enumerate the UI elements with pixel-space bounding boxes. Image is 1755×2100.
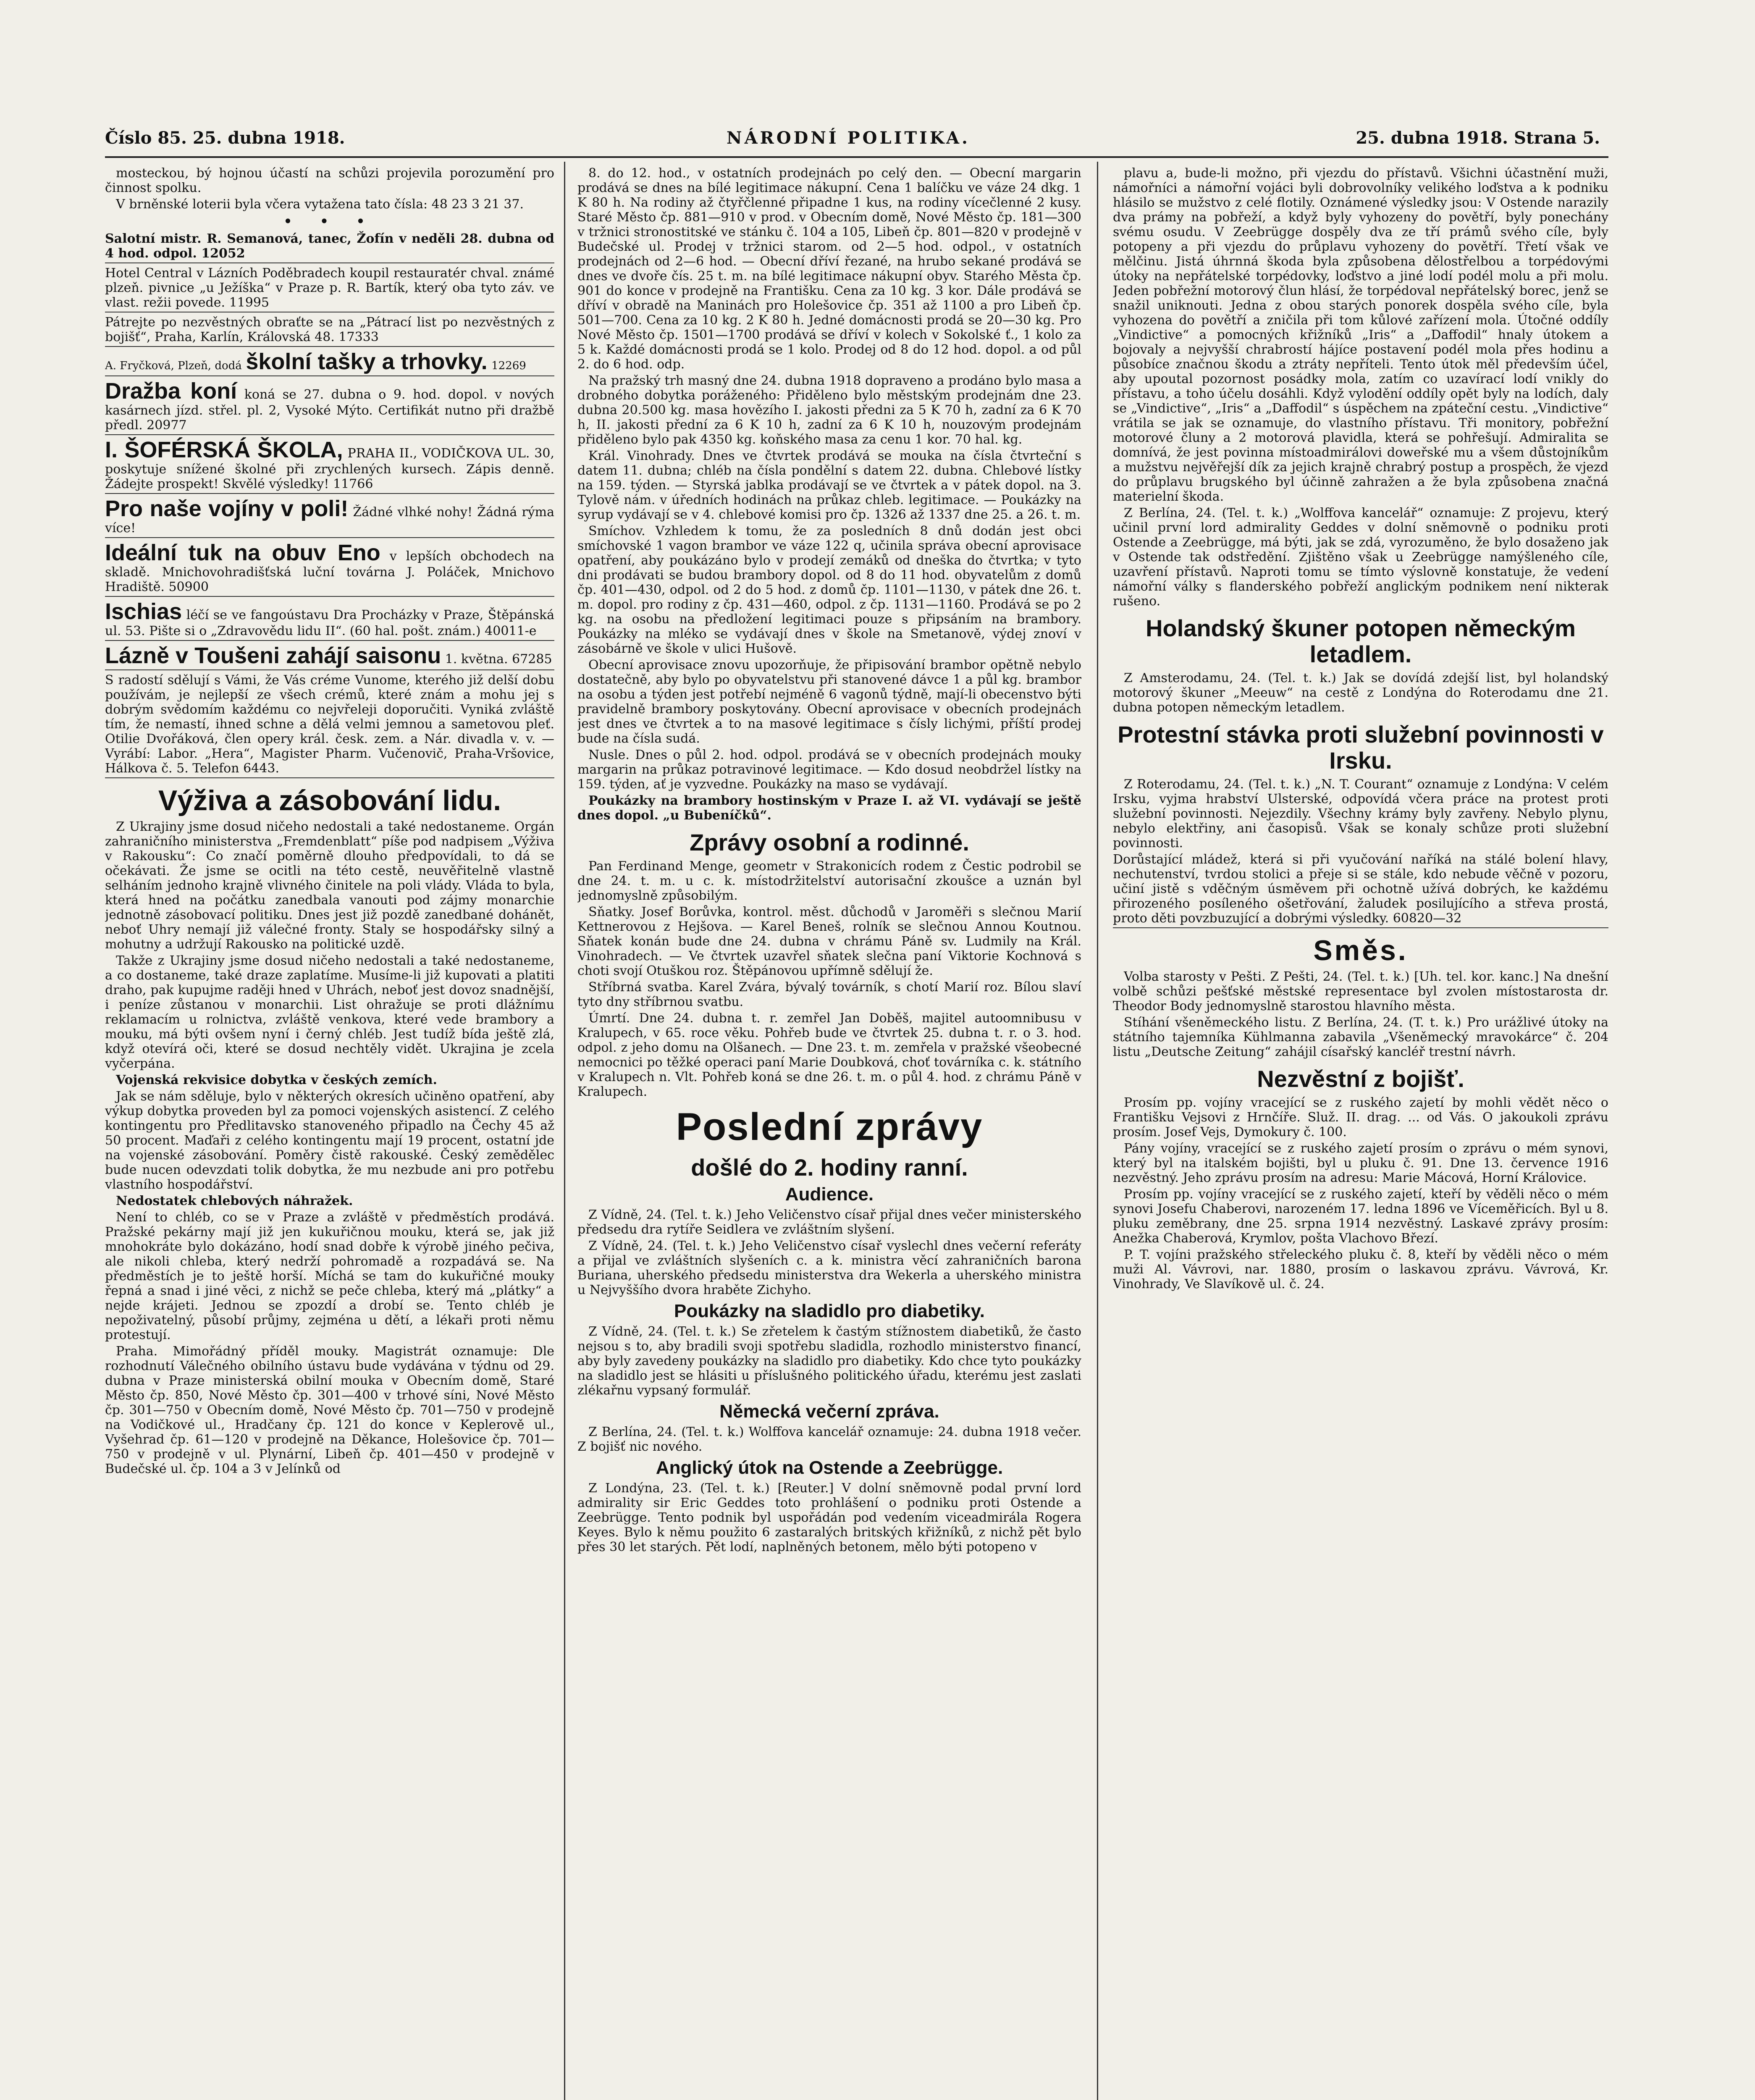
ad-number: 12269 bbox=[491, 360, 526, 372]
article-paragraph: Na pražský trh masný dne 24. dubna 1918 dopraveno a prodáno bylo masa a drobného dobytka poráženého: Přiděleno bylo městským prodejnám dne 23. dubna 20.500 kg. masa hovězího I. jakosti předni za 5 K 70 h, zadní za 6 K 70 h, II. jakosti přední za 6 K 10 h, zadní za 6 K 10 h, nouzovým prodejnám přiděleno bylo pak 4350 kg. koňského masa za cenu 1 kor. 70 hal. kg. bbox=[577, 373, 1081, 447]
article-paragraph: Král. Vinohrady. Dnes ve čtvrtek prodává se mouka na čísla čtvrteční s datem 11. dubna; chléb na čísla pondělní s datem 22. dubna. Chlebové lístky na 159. týden. — Styrská jablka prodávají se ve čtvrtek a v pátek dopol. na 3. Tylově nám. v úředních hodinách na průkaz chleb. legitimace. — Poukázky na syrup vydávají se v 4. chlebové komisi pro čp. 1326 až 1337 dne 25. a 26. t. m. bbox=[577, 449, 1081, 522]
header-rule bbox=[105, 156, 1608, 158]
advertisement bbox=[105, 541, 554, 597]
advertisement: Pátrejte po nezvěstných obraťte se na „Pátrací list po nezvěstných z bojišť“, Praha, Karlín, Královská 48. 17333 bbox=[105, 315, 554, 347]
article-heading: Poukázky na sladidlo pro diabetiky. bbox=[674, 1301, 985, 1321]
article-paragraph: Volba starosty v Pešti. Z Pešti, 24. (Tel. t. k.) [Uh. tel. kor. kanc.] Na dnešní volbě schůzi pešťské městské representace byl zvolen místostarosta dr. Theodor Body jednomyslně starostou hlavního města. bbox=[1113, 969, 1608, 1013]
ad-headline: Lázně v Toušeni zahájí saisonu bbox=[105, 643, 441, 668]
ad-text: 1. května. 67285 bbox=[445, 652, 552, 667]
article-paragraph: Z Vídně, 24. (Tel. t. k.) Jeho Veličenstvo císař přijal dnes večer ministerského předsedu dra rytíře Seidlera ve zvláštním slyšení. bbox=[577, 1208, 1081, 1237]
column-divider-1 bbox=[564, 162, 565, 2100]
section-heading: Směs. bbox=[1313, 934, 1408, 966]
advertisement bbox=[105, 438, 554, 494]
advertisement bbox=[105, 496, 554, 538]
ad-text: A. Fryčková, Plzeň, dodá bbox=[105, 360, 242, 372]
ad-text: v lepších obchodech na skladě. Mnichovohradišťská luční továrna J. Poláček, Mnichovo Hradiště. 50900 bbox=[105, 549, 554, 594]
section-heading: Výživa a zásobování lidu. bbox=[158, 785, 501, 816]
article-paragraph: Poukázky na brambory hostinským v Praze I. až VI. vydávají se ještě dnes dopol. „u Bubeníčků“. bbox=[577, 793, 1081, 823]
section-heading: Nezvěstní z bojišť. bbox=[1257, 1066, 1464, 1092]
column-divider-2 bbox=[1097, 162, 1098, 2100]
section-heading: Zprávy osobní a rodinné. bbox=[690, 829, 969, 856]
advertisement bbox=[105, 349, 554, 376]
advertisement: Dorůstající mládež, která si při vyučování naříká na stálé bolení hlavy, nechutenství, tvrdou stolici a přeje si se stále, kdo nebude věčně v pozoru, učiní jistě s vděčným úsměvem při ochotně užívá dobrých, ke každému přirozeného posíleného ošetřování, žaludek posilujícího a střeva prostá, proto děti povzbuzující a dobrými výsledky. 60820—32 bbox=[1113, 852, 1608, 928]
section-heading: Protestní stávka proti služební povinnosti v Irsku. bbox=[1118, 721, 1604, 774]
article-paragraph: Úmrtí. Dne 24. dubna t. r. zemřel Jan Doběš, majitel autoomnibusu v Kralupech, v 65. roce věku. Pohřeb bude ve čtvrtek 25. dubna t. r. o 3. hod. odpol. z jeho domu na Olšanech. — Dne 23. t. m. zemřela v pražské všeobecné nemocnici po těžké operaci paní Marie Doubková, choť továrníka c. k. státního v Kralupech n. Vlt. Pohřeb koná se dne 26. t. m. o půl 4. hod. z chrámu Páně v Kralupech. bbox=[577, 1011, 1081, 1099]
advertisement: Hotel Central v Lázních Poděbradech koupil restauratér chval. známé plzeň. pivnice „u Ježíška“ v Praze p. R. Bartík, který oba tyto záv. ve vlast. režii povede. 11995 bbox=[105, 266, 554, 312]
ad-headline: Ischias bbox=[105, 599, 182, 624]
article-paragraph: V brněnské loterii byla včera vytažena tato čísla: 48 23 3 21 37. bbox=[116, 197, 524, 212]
advertisement: S radostí sdělují s Vámi, že Vás créme Vunome, kterého již delší dobu používám, je nejlepší ze všech crémů, které znám a mohu jej s dobrým svědomím každému co nejvřeleji doporučiti. Vyniká zvláště tím, že nemastí, ihned schne a dělá velmi jemnou a sametovou pleť. Otilie Dvořáková, člen opery král. česk. zem. a Nár. divadla v. v. — Vyrábí: Labor. „Hera“, Magister Pharm. Vučenovič, Praha-Vršovice, Hálkova č. 5. Telefon 6443. bbox=[105, 673, 554, 778]
separator-dots: • • • bbox=[283, 212, 376, 231]
advertisement bbox=[105, 643, 554, 670]
article-paragraph: Z Ukrajiny jsme dosud ničeho nedostali a také nedostaneme. Orgán zahraničního ministerstva „Fremdenblatt“ píše pod nadpisem „Výživa v Rakousku“: Co značí poměrně dlouho předpovídali, to dá se očekávati. Že jsme se ocitli na této cestě, neuvěřitelně vlastně selháním jednoho krajně vlivného činitele na poli vlády. Vláda to byla, která hned na počátku zanedbala vanouti pod zájmy monarchie jednotně zásobovací politiku. Dnes jest již pozdě zanedbané dohánět, neboť Uhry nemají již válečné fronty. Staly se hospodářsky silný a mohutny a udržují Rakousko na politické uzdě. bbox=[105, 819, 554, 952]
column-3 bbox=[1113, 166, 1608, 2100]
notice: Prosím pp. vojíny vracející se z ruského zajetí, kteří by věděli něco o mém synovi Josefu Chaberovi, narozeném 17. ledna 1896 ve Víceměřicích. Byl u 8. pluku zeměbrany, dne 25. srpna 1914 nezvěstný. Laskavé zprávy prosím: Anežka Chaberová, Krymlov, pošta Vlachovo Březí. bbox=[1113, 1187, 1608, 1246]
article-paragraph: Z Roterodamu, 24. (Tel. t. k.) „N. T. Courant“ oznamuje z Londýna: V celém Irsku, vyjma hrabství Ulsterské, odpovídá včera práce na protest proti služební povinnosti. Nejezdily. Všechny krámy byly zavřeny. Nebylo plynu, nebylo elektřiny, ani časopisů. Však se konaly schůze proti služební povinnosti. bbox=[1113, 777, 1608, 850]
article-paragraph: Z Vídně, 24. (Tel. t. k.) Se zřetelem k častým stížnostem diabetiků, že často nejsou s to, aby bradili svoji spotřebu sladidla, rozhodlo ministerstvo financí, aby byly zavedeny poukázky na sladidlo pro diabetiky. Kdo chce tyto poukázky na sladidlo jest se hlásiti u příslušného politického úřadu, kterému jest zaslati zlékařnu vypsaný formulář. bbox=[577, 1324, 1081, 1398]
article-paragraph: Z Vídně, 24. (Tel. t. k.) Jeho Veličenstvo císař vyslechl dnes večerní referáty a přijal ve zvláštních slyšeních c. a k. ministra věcí zahraničních barona Buriana, uherského předsedu ministerstva dra Wekerla a uherského ministra u Nejvyššího dvora hraběte Zichyho. bbox=[577, 1239, 1081, 1297]
ad-text: koná se 27. dubna o 9. hod. dopol. v nových kasárnech jízd. střel. pl. 2, Vysoké Mýto. Certifikát nutno při dražbě předl. 20977 bbox=[105, 387, 554, 433]
page-number: 25. dubna 1918. Strana 5. bbox=[1356, 128, 1600, 148]
section-heading-latest-news: Poslední zprávy bbox=[676, 1105, 983, 1148]
article-paragraph: Smíchov. Vzhledem k tomu, že za posledních 8 dnů dodán jest obci smíchovské 1 vagon brambor ve váze 122 q, učinila správa obecní aprovisace opatření, aby poukázáno bylo v prodejí zemáků od dneška do čtvrtka; v tyto dni prodávati se budou brambory dopol. od 8 do 11 hod. obyvatelům z domů čp. 401—430, odpol. od 2 do 5 hod. z domů čp. 1101—1130, v pátek dne 26. t. m. dopol. pro rodiny z čp. 431—460, odpol. z čp. 1131—1160. Prodává se po 2 kg. na osobu na předložení legitimaci pouze s připsáním na brambory. Poukázky na mléko se vydávají dnes v škole na Smetanově, výdej znoví v zásobárně ve škole v ulici Hušově. bbox=[577, 524, 1081, 656]
ad-headline: Ideální tuk na obuv Eno bbox=[105, 540, 380, 565]
article-paragraph: Z Amsterodamu, 24. (Tel. t. k.) Jak se dovídá zdejší list, byl holandský motorový škuner „Meeuw“ na cestě z Londýna do Roterodamu dne 21. dubna potopen německým letadlem. bbox=[1113, 671, 1608, 715]
section-heading: Holandský škuner potopen německým letadlem. bbox=[1146, 615, 1576, 667]
ad-text: léčí se ve fangoústavu Dra Procházky v Praze, Štěpánská ul. 53. Pište si o „Zdravovědu lidu II“. (60 hal. pošt. znám.) 40011-e bbox=[105, 608, 554, 638]
ad-headline: I. ŠOFÉRSKÁ ŠKOLA, bbox=[105, 437, 343, 462]
notice: P. T. vojíni pražského střeleckého pluku č. 8, kteří by věděli něco o mém muži Al. Vávrovi, nar. 1880, prosím o laskavou zprávu. Vávrová, Kr. Vinohrady, Ve Slavíkově ul. č. 24. bbox=[1113, 1247, 1608, 1292]
ad-text: Žádné vlhké nohy! Žádná rýma více! bbox=[105, 505, 554, 536]
section-subheading: došlé do 2. hodiny ranní. bbox=[691, 1154, 968, 1181]
ad-text: PRAHA II., VODIČKOVA UL. 30, poskytuje snížené školné při zrychlených kursech. Zápis denně. Žádejte prospekt! Skvělé výsledky! 11766 bbox=[105, 446, 554, 491]
advertisement: Salotní mistr. R. Semanová, tanec, Žofín v neděli 28. dubna od 4 hod. odpol. 12052 bbox=[105, 231, 554, 263]
article-paragraph: Sňatky. Josef Borůvka, kontrol. měst. důchodů v Jaroměři s slečnou Marií Kettnerovou z Hejšova. — Karel Beneš, rolník se slečnou Annou Koutnou. Sňatek konán bude dne 24. dubna v chrámu Páně sv. Ludmily na Král. Vinohradech. — Ve čtvrtek uzavřel sňatek slečna paní Viktorie Kochnová s choti svojí Otuškou roz. Štěpánovou upřímně sdělují že. bbox=[577, 905, 1081, 978]
article-paragraph: Jak se nám sděluje, bylo v některých okresích učiněno opatření, aby výkup dobytka proveden byl za pomoci vojenských asistencí. Z celého kontingentu pro Předlitavsko stanoveného připadlo na Čechy 45 až 50 procent. Maďaři z celého kontingentu mají 19 procent, ostatní jde na vojenské zásobování. Poměry čistě rakouské. Český zemědělec bude nucen odevzdati tolik dobytka, že mu nezbude ani pro potřebu vlastního hospodářství. bbox=[105, 1089, 554, 1192]
advertisement bbox=[105, 379, 554, 435]
article-paragraph: Praha. Mimořádný příděl mouky. Magistrát oznamuje: Dle rozhodnutí Válečného obilního ústavu bude vydávána v týdnu od 29. dubna v Praze ministerská obilní mouka v Obecním domě, Staré Město čp. 850, Nové Město čp. 301—400 v trhové síni, Nové Město čp. 301—750 v Obecním domě, Nové Město čp. 701—750 v prodejně na Vodičkové ul., Hradčany čp. 121 do konce v Keplerově ul., Vyšehrad čp. 61—120 v prodejně na Děkance, Holešovice čp. 701—750 v prodejně v ul. Plynární, Libeň čp. 401—450 v prodejně v Budečské ul. čp. 104 a 3 v Jelínků od bbox=[105, 1344, 554, 1476]
page-header bbox=[105, 128, 1600, 153]
masthead: NÁRODNÍ POLITIKA. bbox=[727, 128, 970, 148]
article-subhead: Vojenská rekvisice dobytka v českých zemích. bbox=[116, 1073, 437, 1087]
article-paragraph: 8. do 12. hod., v ostatních prodejnách po celý den. — Obecní margarin prodává se dnes na bílé legitimace nákupní. Cena 1 balíčku ve váze 24 dkg. 1 K 80 h. Na rodiny až čtyřčlenné připadne 1 kus, na rodiny vícečlenné 2 kusy. Staré Město čp. 881—910 v prod. v Obecním domě, Nové Město čp. 181—300 v tržnici stronostitské ve stánku č. 104 a 105, Libeň čp. 801—820 v prodejně v Budečské ul. Prodej v tržnici starom. od 2—5 hod. odpol., v ostatních prodejnách od 2—6 hod. — Obecní dříví řezané, na hrubo sekané prodává se dnes ve dvoře čís. 25 t. m. na bílé legitimace nákupní obyv. Starého Města čp. 901 do konce v prodejně na Františku. Cena za 10 kg. 3 kor. Dále prodává se dříví v obradě na Maninách pro Holešovice čp. 351 až 1100 a pro Libeň čp. 501—700. Cena za 10 kg. 2 K 80 h. Jedné domácnosti prodá se 20—30 kg. Pro Nové Město čp. 1501—1700 prodává se dříví v kolech v Sokolské ť., 1 kolo za 5 k. Každé domácnosti prodá se 1 kolo. Prodej od 8 do 12 hod. dopol. a od půl 2. do 6 hod. odp. bbox=[577, 166, 1081, 372]
article-paragraph: Z Berlína, 24. (Tel. t. k.) „Wolffova kancelář“ oznamuje: Z projevu, který učinil první lord admirality Geddes v dolní sněmovně o podniku proti Ostende a Zeebrügge, má býti, jak se zdá, vyrozuměno, že bylo dosaženo jak v Ostende tak odstředění. Zjištěno však u Zeebrügge namýšleného cíle, uzavření přístavů. Naproti tomu se tímto výslovně konstatuje, že vedení námořní války s flanderského pobřeží anglickým podnikem není nikterak rušeno. bbox=[1113, 506, 1608, 609]
notice: Pány vojíny, vracející se z ruského zajetí prosím o zprávu o mém synovi, který byl na italském bojišti, byl u pluku č. 91. Dne 13. července 1916 nezvěstný. Jeho zprávu prosím na adresu: Marie Mácová, Horní Královice. bbox=[1113, 1141, 1608, 1185]
ad-headline: školní tašky a trhovky. bbox=[246, 349, 488, 374]
column-1 bbox=[105, 166, 554, 2100]
article-paragraph: plavu a, bude-li možno, při vjezdu do přístavů. Všichni účastnění muži, námořníci a námořní vojáci byli dobrovolníky velikého loďstva a k podniku hlásilo se mužstvo z celé flotily. Oznámené výsledky jsou: V Ostende narazily dva prámy na pobřeží, a když byly vyhozeny do povětří, byly ponechány svému osudu. V Zeebrügge dospěly dva ze tří prámů svého cíle, byly potopeny a při vjezdu do průplavu vyhozeny do povětří. Třetí však ve mělčinu. Jistá úhrnná škoda byla způsobena dělostřelbou a torpédovými útoky na nepřátelské torpédovky, loďstvo a jiné lodí podél molu a při molu. Jeden pobřežní motorový člun hlásí, že torpédoval nepřátelský borec, jenž se snažil uniknouti. Jedna z obou starých ponorek dospěla svého cíle, byla vyhozena do povětří a zničila při tom kůlové zařízení mola. Útočné oddíly „Vindictive“ a pomocných křižníků „Iris“ a „Daffodil“ hnaly útokem a bojovaly a nejvyšší chrabrostí hájíce postavení podél mola přes hodinu a působíce značnou škodu a ztráty nepříteli. Tento útok měl především účel, aby upoutal pozornost posádky mola, zatím co uzavírací lodí vnikly do přístavu, a toho účelu dosáhli. Když vylodění oddíly opět byly na lodích, daly se „Vindictive“, „Iris“ a „Daffodil“ s úspěchem na zpáteční cestu. „Vindictive“ vrátila se jak se oznamuje, do vlastního přístavu. Tři monitory, pobřežní motorové čluny a 2 motorová plavidla, která se pohřešují. Admiralita se domnívá, že jest povinna místoadmirálovi doweřské mu a všem důstojníkům a mužstvu nejvěřejší dík za jejich krajně chrabrý postup a prospěch, že vjezd do průplavu brugského byl účinně zahražen a že byla způsobena značná materielní škoda. bbox=[1113, 166, 1608, 504]
issue-date: Číslo 85. 25. dubna 1918. bbox=[105, 128, 345, 148]
article-heading: Anglický útok na Ostende a Zeebrügge. bbox=[656, 1457, 1003, 1478]
article-paragraph: Stříbrná svatba. Karel Zvára, bývalý továrník, s chotí Marií roz. Bílou slaví tyto dny stříbrnou svatbu. bbox=[577, 980, 1081, 1009]
notice: Prosím pp. vojíny vracející se z ruského zajetí by mohli vědět něco o Františku Vejsovi z Hrnčíře. Služ. II. drag. ... od Vás. O jakoukoli zprávu prosím. Josef Vejs, Dymokury č. 100. bbox=[1113, 1095, 1608, 1139]
article-paragraph: Obecní aprovisace znovu upozorňuje, že připisování brambor opětně nebylo dostatečně, aby bylo po obyvatelstvu při stanovené dávce 1 a půl kg. brambor na osobu a týden jest potřebí nejméně 6 vagonů týdně, mají-li obecenstvo býti pravidelně brambory poskytovány. Obecní aprovisace v obecních prodejnách jest dnes ve čtvrtek a to na masové legitimace s čísly lichými, příští prodej bude na čísla sudá. bbox=[577, 658, 1081, 746]
article-paragraph: Nusle. Dnes o půl 2. hod. odpol. prodává se v obecních prodejnách mouky margarin na průkaz potravinové legitimace. — Kdo dosud neobdržel lístky na 159. týden, ať je vyzvedne. Poukázky na maso se vydávají. bbox=[577, 748, 1081, 792]
article-paragraph: mosteckou, bý hojnou účastí na schůzi projevila porozumění pro činnost spolku. bbox=[105, 166, 554, 195]
article-paragraph: Není to chléb, co se v Praze a zvláště v předměstích prodává. Pražské pekárny mají již jen kukuřičnou mouku, která se, jak již mnohokráte bylo dokázáno, hodí snad dobře k výrobě jiného pečiva, ale nikoli chleba, který nedrží pohromadě a rozpadává se. Na předměstích je to ještě horší. Míchá se tam do kukuřičné mouky řepná a snad i jiné věci, z nichž se peče chleba, který má „plátky“ a nejde krájeti. Jednou se zpozdí a drobí se. Tento chléb je nepoživatelný, působí průjmy, zejména u dětí, a lékaři proti němu protestují. bbox=[105, 1210, 554, 1342]
article-paragraph: Takže z Ukrajiny jsme dosud ničeho nedostali a také nedostaneme, a co dostaneme, také draze zaplatíme. Musíme-li již kupovati a platiti draho, pak kupujme raději hned v Uhrách, neboť jest dovoz snadnější, i peníze zůstanou v monarchii. List ohražuje se proti dlážnímu reklamacím u rolnictva, zvláště venkova, které vede brambory a mouku, má býti ovšem nyní i černý chléb. Jest tudíž bída ještě zlá, když otevírá oči, které se dosud nechtěly vidět. Ukrajina je zcela vyčerpána. bbox=[105, 953, 554, 1071]
column-2 bbox=[577, 166, 1081, 2100]
article-paragraph: Stíhání všeněmeckého listu. Z Berlína, 24. (T. t. k.) Pro urážlivé útoky na státního tajemníka Kühlmanna zabavila „Všeněmecký mravokárce“ č. 204 listu „Deutsche Zeitung“ zahájil císařský kancléř trestní návrh. bbox=[1113, 1015, 1608, 1059]
advertisement bbox=[105, 599, 554, 641]
ad-headline: Dražba koní bbox=[105, 378, 237, 404]
article-heading: Německá večerní zpráva. bbox=[719, 1401, 939, 1422]
article-paragraph: Z Londýna, 23. (Tel. t. k.) [Reuter.] V dolní sněmovně podal první lord admirality sir Eric Geddes toto prohlášení o podniku proti Ostende a Zeebrügge. Tento podnik byl uspořádán pod vedením viceadmirála Rogera Keyes. Bylo k němu použito 6 zastaralých britských křižníků, z nichž pět bylo přes 30 let starých. Pět lodí, naplněných betonem, mělo býti potopeno v bbox=[577, 1481, 1081, 1554]
ad-headline: Pro naše vojíny v poli! bbox=[105, 496, 349, 521]
article-subhead: Nedostatek chlebových náhražek. bbox=[116, 1194, 353, 1208]
article-heading: Audience. bbox=[785, 1184, 874, 1205]
article-paragraph: Pan Ferdinand Menge, geometr v Strakonicích rodem z Čestic podrobil se dne 24. t. m. u c. k. místodržitelství autorisační zkoušce a uznán byl jednomyslně způsobilým. bbox=[577, 859, 1081, 903]
article-paragraph: Z Berlína, 24. (Tel. t. k.) Wolffova kancelář oznamuje: 24. dubna 1918 večer. Z bojišť nic nového. bbox=[577, 1425, 1081, 1454]
